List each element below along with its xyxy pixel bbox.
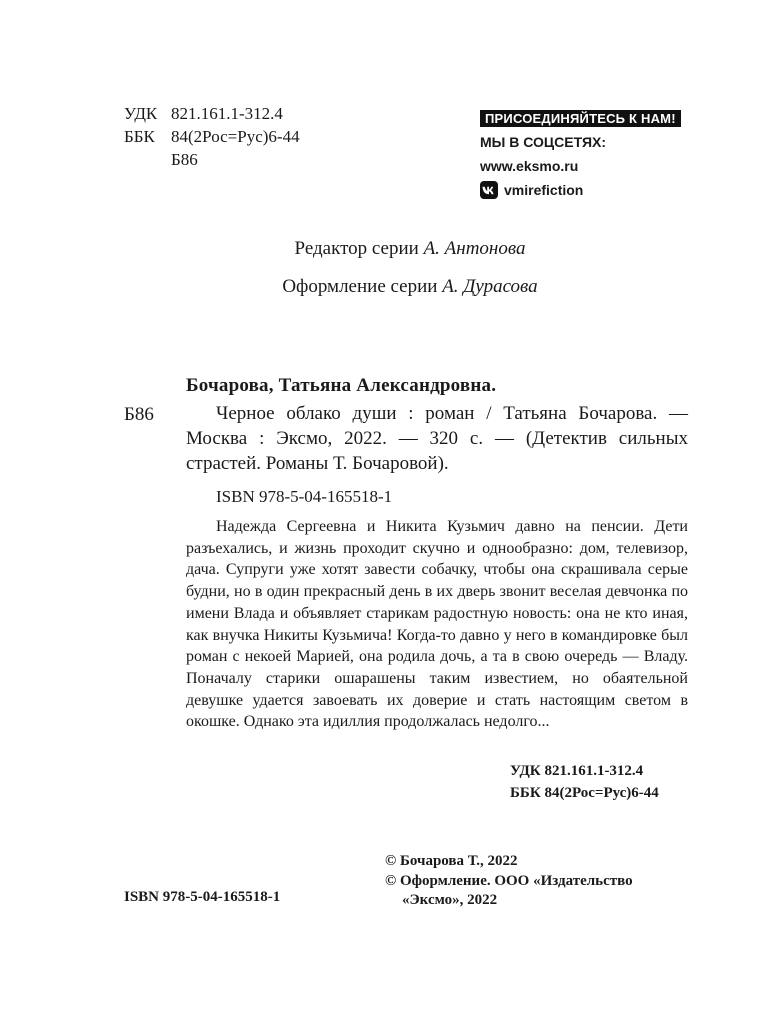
bbk-label: ББК xyxy=(124,127,155,146)
social-block xyxy=(480,106,681,202)
copyright-author: © Бочарова Т., 2022 xyxy=(385,853,518,869)
bbk-row xyxy=(124,125,300,148)
design-name: А. Дурасова xyxy=(442,276,538,297)
copyright-design: © Оформление. ООО «Издательство xyxy=(385,872,633,889)
udk-value: 821.161.1-312.4 xyxy=(171,104,283,123)
design-role: Оформление серии xyxy=(282,276,438,297)
entry-code: Б86 xyxy=(124,404,154,425)
bbk-value: 84(2Рос=Рус)6-44 xyxy=(171,127,300,146)
editor-name: А. Антонова xyxy=(423,238,526,259)
series-design xyxy=(0,276,768,298)
classification-footer xyxy=(510,760,659,804)
copyright-design-cont: «Эксмо», 2022 xyxy=(402,892,498,908)
vk-icon xyxy=(480,181,498,199)
annotation xyxy=(186,516,688,733)
isbn-footer: ISBN 978-5-04-165518-1 xyxy=(124,889,281,905)
author-code-row xyxy=(124,148,300,171)
classification-block xyxy=(124,102,300,171)
join-banner: ПРИСОЕДИНЯЙТЕСЬ К НАМ! xyxy=(480,110,681,127)
udk-row xyxy=(124,102,300,125)
annotation-text: Надежда Сергеевна и Никита Кузьмич давно на пенсии. Дети разъехались, и жизнь проходит скучно и однообразно: дом, телевизор, дача. Супруги уже хотят завести собачку, чтобы она скрашивала серые будни, но в один прекрасный день в их дверь звонит веселая девчонка по имени Влада и объявляет старикам радостную новость: она не кто иная, как внучка Никиты Кузьмича! Когда-то давно у него в командировке был роман с некоей Марией, она родила дочь, а та в свою очередь — Владу. Поначалу старики ошарашены таким известием, но обаятельной девушке удается завоевать их доверие и стать настоящим светом в окошке. Однако эта идиллия продолжалась недолго... xyxy=(186,518,688,731)
bbk-footer: ББК 84(2Рос=Рус)6-44 xyxy=(510,785,659,801)
entry-description xyxy=(186,401,688,476)
series-editor xyxy=(0,238,768,260)
vk-row[interactable] xyxy=(480,178,681,202)
editor-role: Редактор серии xyxy=(294,238,419,259)
author-heading: Бочарова, Татьяна Александровна. xyxy=(186,375,497,396)
website-link[interactable]: www.eksmo.ru xyxy=(480,158,579,174)
entry-isbn: ISBN 978-5-04-165518-1 xyxy=(216,487,393,506)
social-heading: МЫ В СОЦСЕТЯХ: xyxy=(480,134,607,150)
author-code: Б86 xyxy=(171,150,198,169)
vk-handle: vmirefiction xyxy=(504,182,584,198)
udk-footer: УДК 821.161.1-312.4 xyxy=(510,763,644,779)
udk-label: УДК xyxy=(124,104,158,123)
entry-description-text: Черное облако души : роман / Татьяна Бочарова. — Москва : Эксмо, 2022. — 320 с. — (Детектив сильных страстей. Романы Т. Бочаровой). xyxy=(186,403,688,474)
copyright-block xyxy=(385,852,633,911)
